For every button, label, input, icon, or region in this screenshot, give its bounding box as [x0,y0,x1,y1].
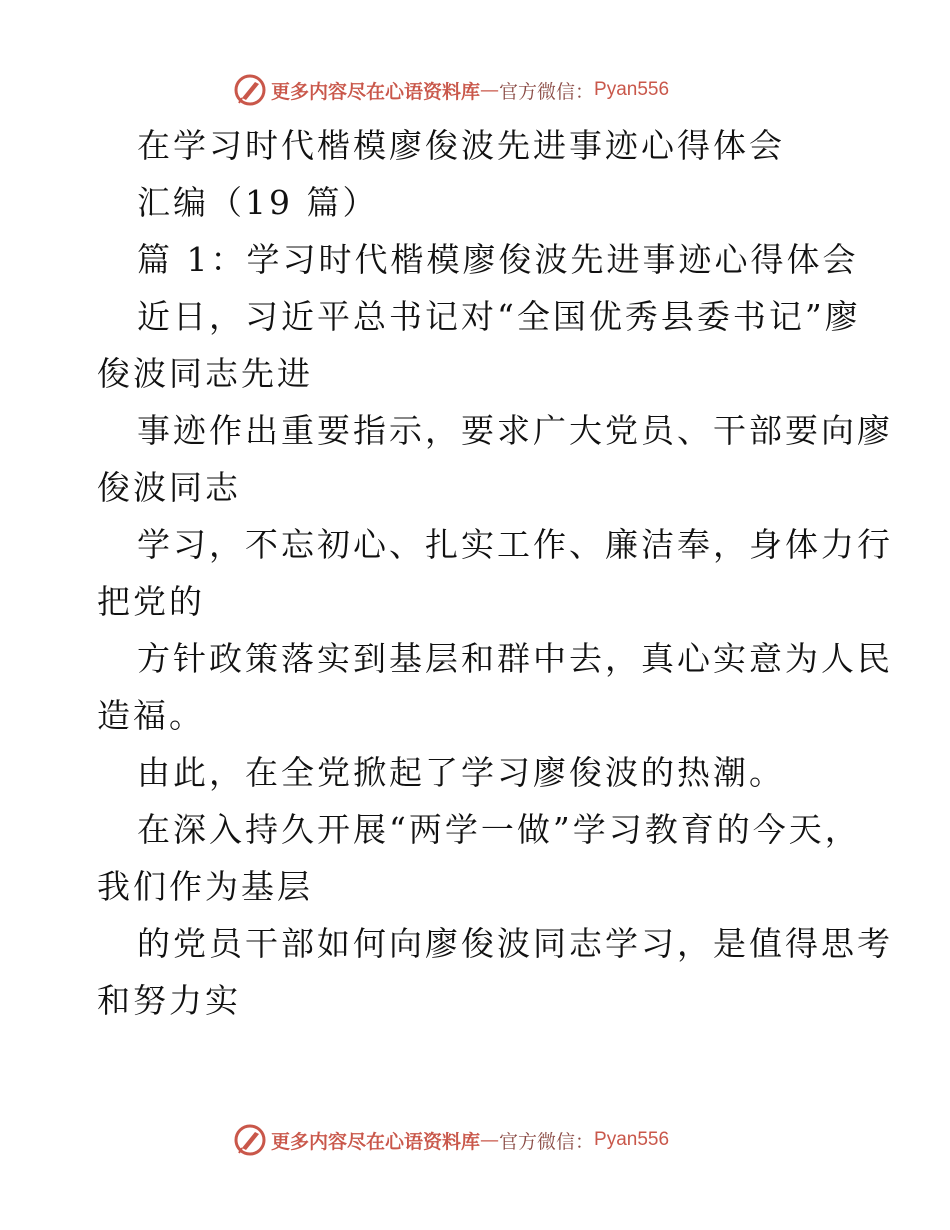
quill-circle-logo-icon [233,73,267,107]
banner-dash: — [480,79,500,101]
quill-circle-logo-icon [233,1123,267,1157]
paragraph-line: 和努力实 [97,981,241,1020]
paragraph-line: 俊波同志先进 [97,354,313,393]
banner-wechat-label: 官方微信： [499,1130,595,1153]
banner-wechat-id: Pyan556 [594,79,670,100]
header-watermark-banner [233,70,669,110]
banner-wechat-label: 官方微信： [499,80,595,103]
banner-dash: — [480,1129,500,1151]
paragraph-line: 造福。 [97,696,205,735]
paragraph-line: 由此，在全党掀起了学习廖俊波的热潮。 [137,753,785,792]
paragraph-line: 的党员干部如何向廖俊波同志学习，是值得思考 [137,924,893,963]
paragraph-line: 事迹作出重要指示，要求广大党员、干部要向廖 [137,411,893,450]
paragraph-line: 方针政策落实到基层和群中去，真心实意为人民 [137,639,893,678]
paragraph-line: 学习，不忘初心、扎实工作、廉洁奉，身体力行 [137,525,893,564]
banner-main-text: 更多内容尽在心语资料库 [271,80,481,103]
banner-main-text: 更多内容尽在心语资料库 [271,1130,481,1153]
banner-wechat-id: Pyan556 [594,1129,670,1150]
paragraph-line: 我们作为基层 [97,867,313,906]
document-title-line-2: 汇编（19 篇） [137,183,379,222]
footer-watermark-banner [233,1120,669,1160]
document-body [97,126,893,1020]
paragraph-line: 近日，习近平总书记对“全国优秀县委书记”廖 [137,297,861,336]
document-title-line-1: 在学习时代楷模廖俊波先进事迹心得体会 [137,126,785,165]
paragraph-line: 俊波同志 [97,468,241,507]
paragraph-line: 在深入持久开展“两学一做”学习教育的今天， [137,810,861,849]
paragraph-line: 把党的 [97,582,205,621]
section-title: 篇 1：学习时代楷模廖俊波先进事迹心得体会 [137,240,859,279]
